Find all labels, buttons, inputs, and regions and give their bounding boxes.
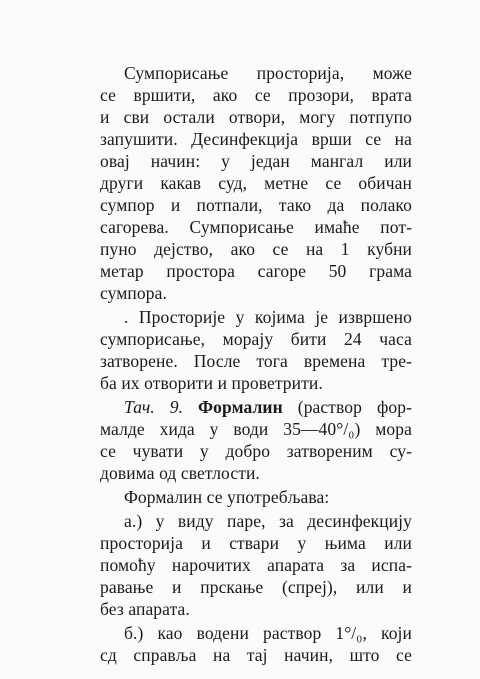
text-line: просторија и ствари у њима или (100, 533, 412, 553)
section-number: Тач. 9. (124, 397, 184, 417)
text-line: малде хида у води 35—40°/₀) мора (100, 419, 412, 439)
text-line: равање и прскање (спреј), или и (100, 577, 412, 597)
list-item-line: б.) као водени раствор 1°/₀, који (124, 623, 412, 643)
text-line: сумпора. (100, 283, 167, 303)
text-line: . Просторије у којима је извршено (124, 307, 412, 327)
section-heading-line (124, 396, 412, 418)
text-line: сд справља на тај начин, што се (100, 645, 412, 665)
text-line: сагорева. Сумпорисање имаће пот- (100, 217, 412, 237)
text-line: без апарата. (100, 599, 190, 619)
text-line: други какав суд, метне се обичан (100, 173, 412, 193)
text-line: овај начин: у један мангал или (100, 151, 412, 171)
text-run: (раствор фор- (297, 397, 413, 417)
list-item-line: а.) у виду паре, за десинфекцију (124, 511, 412, 531)
text-line: ба их отворити и проветрити. (100, 373, 323, 393)
text-line: метар простора сагоре 50 грама (100, 261, 412, 281)
text-line: се вршити, ако се прозори, врата (100, 85, 412, 105)
section-term: Формалин (198, 397, 283, 417)
text-line: се чувати у добро затвореним су- (100, 441, 412, 461)
text-line: и сви остали отвори, могу потпупо (100, 107, 412, 127)
text-line: Сумпорисање просторија, може (124, 63, 412, 83)
text-line: Формалин се употребљава: (124, 487, 330, 507)
text-line: сумпорисање, морају бити 24 часа (100, 329, 412, 349)
text-line: запушити. Десинфекција врши се на (100, 129, 412, 149)
text-line: сумпор и потпали, тако да полако (100, 195, 412, 215)
text-line: довима од светлости. (100, 463, 260, 483)
text-line: помоћу нарочитих апарата за испа- (100, 555, 412, 575)
text-line: затворене. После тога времена тре- (100, 351, 412, 371)
text-line: пуно дејство, ако се на 1 кубни (100, 239, 412, 259)
